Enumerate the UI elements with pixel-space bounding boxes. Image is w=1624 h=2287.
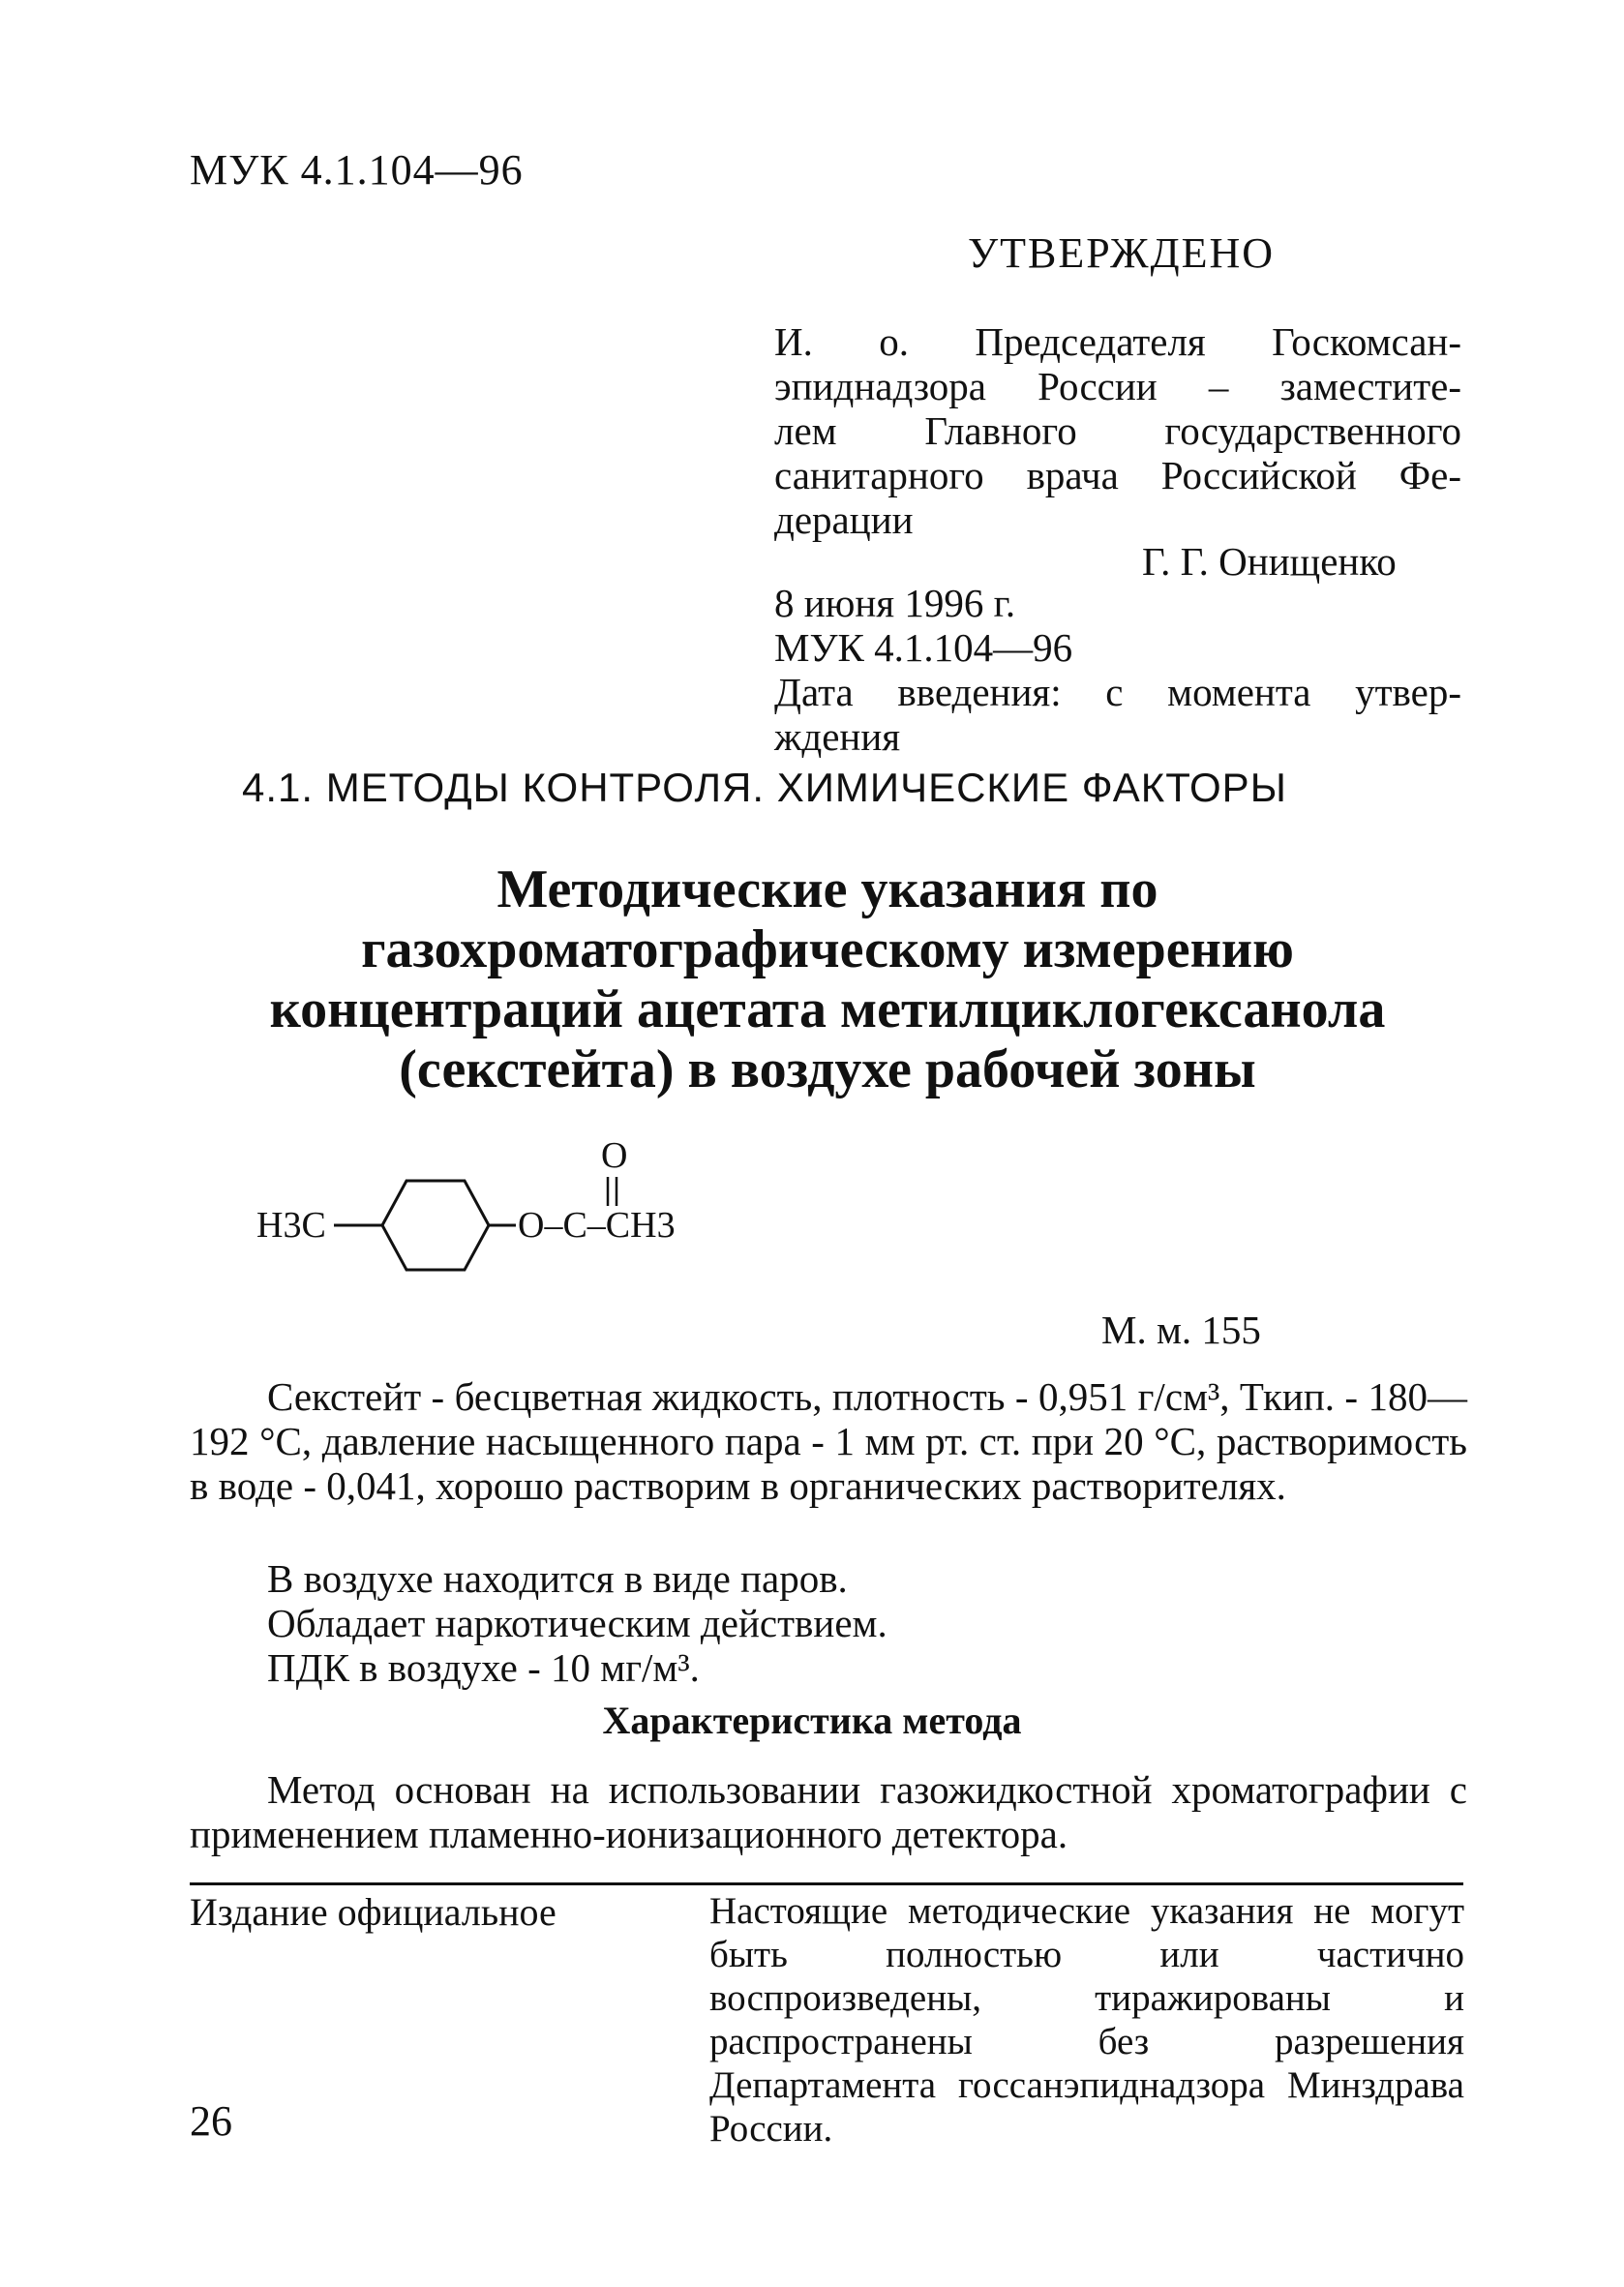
page-number: 26 <box>190 2097 232 2145</box>
signatory-name: Г. Г. Онищенко <box>1142 539 1397 584</box>
approval-block <box>774 319 1461 542</box>
copyright-notice: Настоящие методические указания не могут быть полностью или частично воспроизведены, тиражированы и распространены без разрешения Департамента госсанэпиднадзора Минздрава России. <box>709 1890 1464 2150</box>
doc-code-header: МУК 4.1.104—96 <box>190 146 524 194</box>
description-text: Секстейт - бесцветная жидкость, плотность - 0,951 г/см³, Ткип. - 180—192 °С, давление насыщенного пара - 1 мм рт. ст. при 20 °С, растворимость в воде - 0,041, хорошо растворим в органических растворителях. <box>190 1374 1467 1508</box>
formula-right-group: O–C–CH3 <box>518 1205 676 1246</box>
carbonyl-oxygen: O <box>601 1135 628 1176</box>
formula-left-group: H3C <box>256 1205 326 1246</box>
approval-line: санитарного врача Российской Фе- <box>774 453 1461 497</box>
intro-date-line: Дата введения: с момента утвер- <box>774 670 1461 714</box>
title-line: концентраций ацетата метилциклогексанола <box>269 979 1386 1039</box>
edition-label: Издание официальное <box>190 1890 556 1934</box>
approval-date: 8 июня 1996 г. <box>774 581 1016 625</box>
date-block <box>774 581 1461 759</box>
method-heading: Характеристика метода <box>602 1699 1022 1742</box>
property-line: Обладает наркотическим действием. <box>267 1601 887 1645</box>
section-heading: 4.1. МЕТОДЫ КОНТРОЛЯ. ХИМИЧЕСКИЕ ФАКТОРЫ <box>242 765 1287 810</box>
description-paragraph <box>190 1374 1467 1508</box>
cyclohexane-ring <box>382 1181 489 1270</box>
approval-line: лем Главного государственного <box>774 408 1461 453</box>
molar-mass: М. м. 155 <box>1101 1308 1261 1352</box>
method-text: Метод основан на использовании газожидкостной хроматографии с применением пламенно-ионизационного детектора. <box>190 1767 1467 1856</box>
title-line: Методические указания по <box>496 859 1158 919</box>
document-title <box>184 859 1471 1099</box>
properties-list <box>267 1556 887 1690</box>
title-line: газохроматографическому измерению <box>361 919 1294 979</box>
approval-line: И. о. Председателя Госкомсан- <box>774 319 1461 364</box>
title-line: (секстейта) в воздухе рабочей зоны <box>399 1039 1256 1099</box>
structural-formula <box>256 1123 798 1278</box>
approval-heading: УТВЕРЖДЕНО <box>968 229 1276 277</box>
property-line: ПДК в воздухе - 10 мг/м³. <box>267 1645 700 1690</box>
approval-doc-code: МУК 4.1.104—96 <box>774 625 1073 670</box>
approval-line: эпиднадзора России – заместите- <box>774 364 1461 408</box>
intro-date-line: ждения <box>774 714 901 759</box>
property-line: В воздухе находится в виде паров. <box>267 1556 848 1601</box>
footer-divider <box>190 1882 1463 1885</box>
approval-line: дерации <box>774 497 914 542</box>
